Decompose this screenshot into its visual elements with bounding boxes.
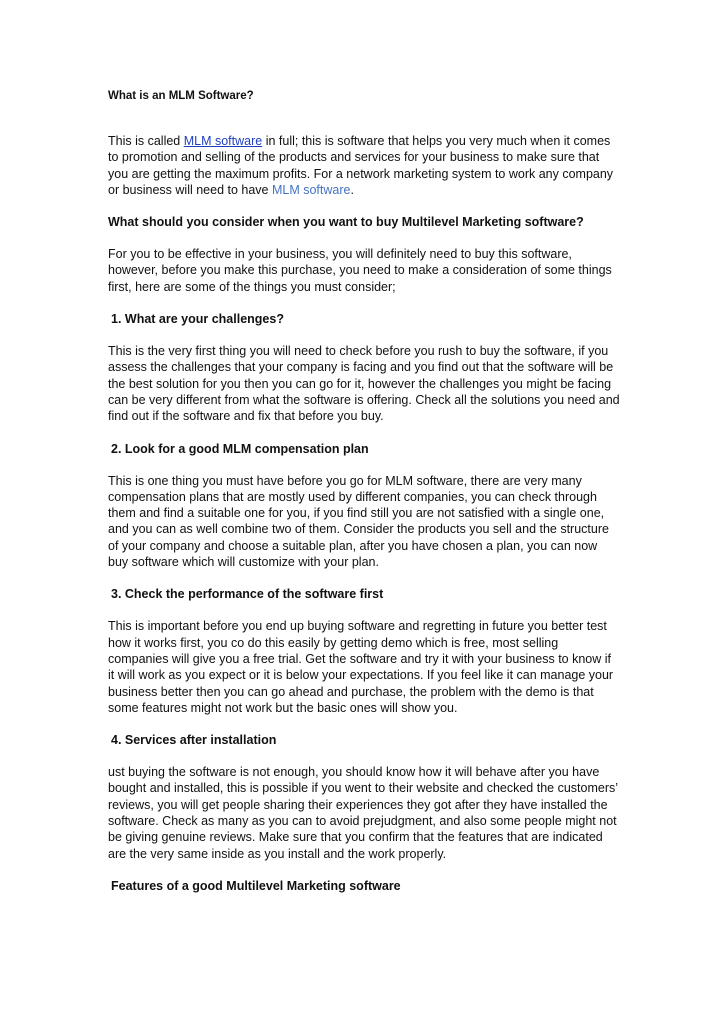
section-body-challenges: This is the very first thing you will need to check before you rush to buy the software, if you assess the challenges that your company is facing and you find out that the software will be the best solution for you then you can go for it, however the challenges you might be facing can be very different from what the software is offering. Check all the solutions you need and find out if the software and fix that before you buy. [108, 344, 620, 424]
intro-text-2: in full; this is software that helps you very much when it comes to promotion and selling of the products and services for your business to make sure that you are getting the maximum profits. For a network marketing system to work any company or business will need to have [108, 134, 614, 197]
document-content [108, 86, 620, 910]
section-body-compensation-plan: This is one thing you must have before you go for MLM software, there are very many compensation plans that are mostly used by different companies, you can check through them and find a suitable one for you, if you find still you are not satisfied with a single one, and you can as well combine two of them. Consider the products you sell and the structure of your company and choose a suitable plan, after you have chosen a plan, you can now buy software which will customize with your plan. [108, 473, 609, 570]
section-heading-challenges: 1. What are your challenges? [111, 312, 284, 327]
section-heading-performance: 3. Check the performance of the software first [111, 587, 384, 602]
section-body-services: ust buying the software is not enough, you should know how it will behave after you have bought and installed, this is possible if you went to their website and checked the customers’ reviews, you will get people sharing their experiences they got after they have installed the software. Check as many as you can to avoid prejudgment, and also some people might not be giving genuine reviews. Make sure that you confirm that the features that are indicated are the very same inside as you install and the work properly. [108, 765, 618, 861]
intro-text-3: . [350, 182, 354, 197]
page-title: What is an MLM Software? [108, 90, 254, 102]
section-heading-compensation-plan: 2. Look for a good MLM compensation plan [111, 441, 369, 456]
considerations-heading: What should you consider when you want to buy Multilevel Marketing software? [108, 215, 584, 230]
considerations-paragraph: For you to be effective in your business, you will definitely need to buy this software, however, before you make this purchase, you need to make a consideration of some things first, here are some of the things you must consider; [108, 247, 612, 294]
section-body-performance: This is important before you end up buying software and regretting in future you better test how it works first, you co do this easily by getting demo which is free, most selling companies will give you a free trial. Get the software and try it with your business to know if it will work as you expect or it is below your expectations. If you feel like it can manage your business better then you can go ahead and purchase, the problem with the demo is that some features might not work but the basic ones will show you. [108, 619, 614, 715]
section-heading-services: 4. Services after installation [111, 733, 277, 748]
mlm-software-link-1[interactable]: MLM software [183, 134, 263, 148]
intro-paragraph [108, 133, 620, 198]
intro-text-1: This is called [108, 134, 184, 148]
mlm-software-link-2[interactable]: MLM software [271, 182, 351, 197]
features-heading: Features of a good Multilevel Marketing software [111, 878, 401, 893]
